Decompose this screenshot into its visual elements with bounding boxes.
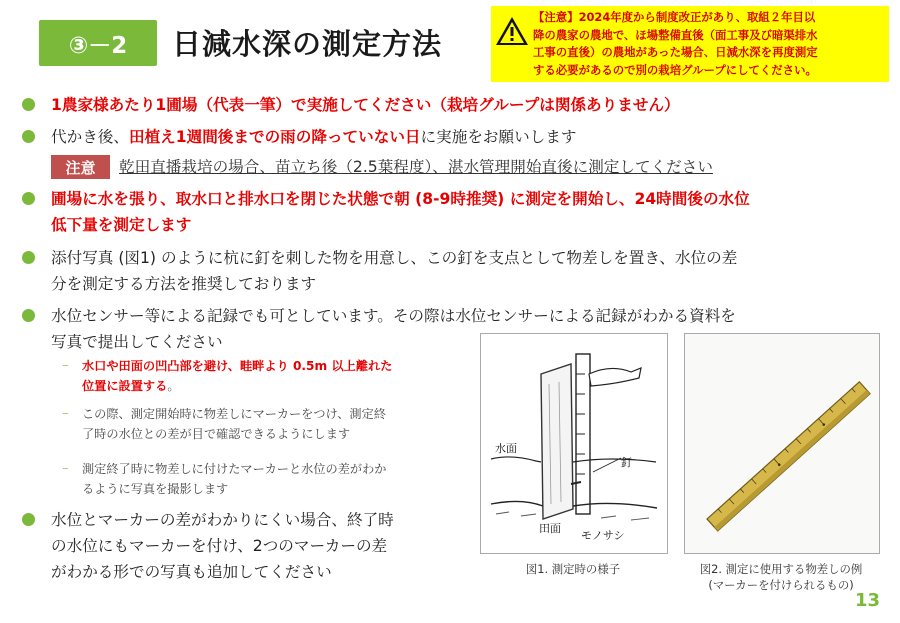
- figure-2-caption-line-1: 図2. 測定に使用する物差しの例: [699, 562, 863, 576]
- figure-2-caption: [676, 561, 886, 593]
- sub-3-line-2: るように写真を撮影します: [82, 482, 229, 496]
- bullet-text-5a: 水位センサー等による記録でも可としています。その際は水位センサーによる記録がわかる資料を: [51, 307, 736, 325]
- sub-1-line-1: 水口や田面の凹凸部を避け、畦畔より 0.5m 以上離れた: [82, 359, 393, 373]
- bullet-2-pre: 代かき後、: [51, 128, 129, 146]
- notice-line: する必要があるので別の栽培グループにしてください。: [533, 62, 817, 77]
- sub-1-end: 。: [167, 379, 180, 393]
- bullet-dot: [22, 98, 35, 111]
- section-badge: ③－2: [39, 20, 157, 66]
- sub-bullet-2: [82, 404, 386, 444]
- figure-2-caption-line-2: (マーカーを付けられるもの): [708, 578, 854, 592]
- label-water-surface: 水面: [495, 442, 517, 455]
- bullet-2-post: に実施をお願いします: [420, 128, 577, 146]
- bullet-text-3a: 圃場に水を張り、取水口と排水口を閉じた状態で朝 (8-9時推奨) に測定を開始し、24時間後の水位: [51, 190, 750, 208]
- sub-dash: –: [62, 461, 69, 476]
- warning-icon: [495, 16, 529, 46]
- bullet-dot: [22, 309, 35, 322]
- notice-line: 工事の直後）の農地があった場合、日減水深を再度測定: [533, 45, 818, 59]
- bullet-dot: [22, 192, 35, 205]
- measurement-illustration: [481, 334, 667, 553]
- sub-bullet-1: [82, 356, 392, 396]
- bullet-dot: [22, 513, 35, 526]
- bullet-2-highlight: 田植え1週間後までの雨の降っていない日: [128, 128, 421, 146]
- bullet-text-2: [51, 124, 576, 150]
- ruler-photo: [685, 334, 879, 553]
- bullet-dot: [22, 251, 35, 264]
- sub-dash: –: [62, 406, 69, 421]
- bullet-dot: [22, 130, 35, 143]
- sub-bullet-3: [82, 459, 386, 499]
- sub-2-line-2: 了時の水位との差が目で確認できるようにします: [82, 427, 351, 441]
- figure-2-photo: [684, 333, 880, 554]
- bullet-text-3b: 低下量を測定します: [51, 216, 192, 234]
- bullet-text-1: 1農家様あたり1圃場（代表一筆）で実施してください（栽培グループは関係ありません）: [51, 96, 680, 114]
- sub-2-line-1: この際、測定開始時に物差しにマーカーをつけ、測定終: [82, 407, 386, 421]
- bullet-text-6a: 水位とマーカーの差がわかりにくい場合、終了時: [51, 511, 394, 529]
- notice-text: [533, 9, 883, 79]
- figure-1-illustration: [480, 333, 668, 554]
- label-field-surface: 田面: [539, 522, 561, 535]
- page-number: 13: [854, 590, 880, 611]
- page-title: 日減水深の測定方法: [172, 27, 443, 61]
- note-text: 乾田直播栽培の場合、苗立ち後（2.5葉程度）、湛水管理開始直後に測定してください: [119, 158, 713, 176]
- sub-1-line-2: 位置に設置する: [82, 379, 168, 393]
- notice-box: [491, 6, 889, 82]
- figure-1-caption: 図1. 測定時の様子: [525, 562, 621, 576]
- bullet-text-4a: 添付写真 (図1) のように杭に釘を刺した物を用意し、この釘を支点として物差しを置き、水位の差: [51, 249, 738, 267]
- bullet-text-5b: 写真で提出してください: [51, 333, 223, 351]
- sub-3-line-1: 測定終了時に物差しに付けたマーカーと水位の差がわか: [82, 462, 387, 476]
- bullet-text-6b: の水位にもマーカーを付け、2つのマーカーの差: [51, 537, 388, 555]
- label-nail: 釘: [621, 456, 632, 469]
- bullet-text-6c: がわかる形での写真も追加してください: [51, 563, 332, 581]
- notice-line: 降の農家の農地で、ほ場整備直後（面工事及び暗渠排水: [533, 27, 818, 42]
- bullet-text-4b: 分を測定する方法を推奨しております: [51, 275, 317, 293]
- label-ruler: モノサシ: [581, 529, 625, 542]
- notice-line: 【注意】2024年度から制度改正があり、取組２年目以: [533, 10, 816, 24]
- sub-dash: –: [62, 358, 69, 373]
- note-chip: 注意: [51, 155, 110, 179]
